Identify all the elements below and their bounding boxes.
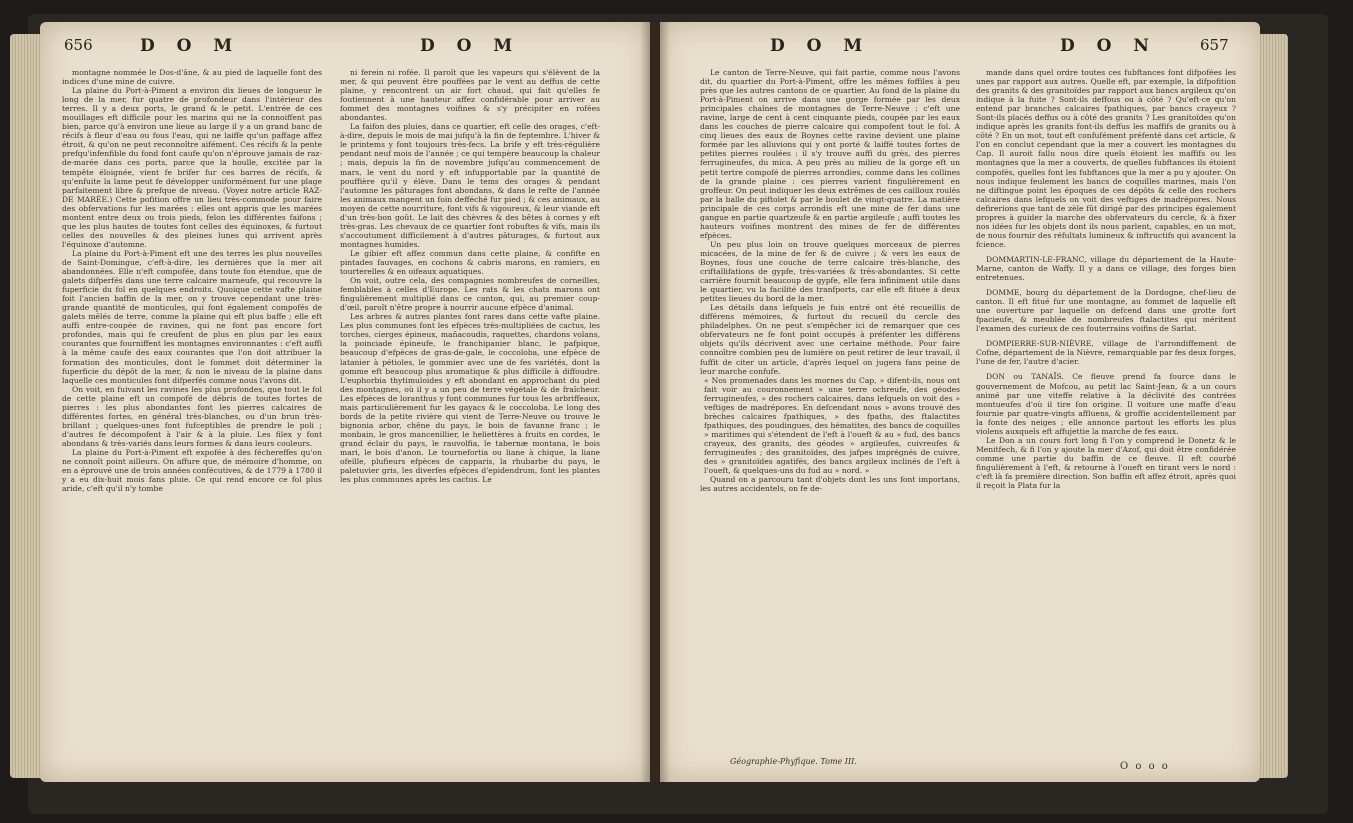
paragraph: La plaine du Port-à-Piment a environ dix lieues de longueur le long de la mer, fur quatre de profondeur dans l'intérieur des terres. Il y a deux ports, le grand & le petit. L'entrée de ces mouillages eft difficile pour les marins qui ne la connoiffent pas bien, parce qu'à environ une lieue au large il y a un grand banc de récifs à fleur d'eau ou fous l'eau, qui ne laiffe qu'un paffage affez étroit, & qu'on ne peut reconnoître aifément. Ces récifs & la pente prefqu'infenfible du fond font caufe qu'on n'éprouve jamais de raz-de-marée dans ces ports, parce que la houlle, excitée par la tempête éloignée, vient fe brifer fur ces barres de récifs, & qu'enfuite la lame peut fe développer uniformément fur une plage parfaitement libre & prefque de niveau. (Voyez notre article RAZ-DE MARÉE.) Cette pofition offre un lieu très-commode pour faire des obfervations fur les marées : elles ont appris que les marées montent entre deux ou trois pieds, felon les différentes faifons ; que les plus hautes de toutes font celles des équinoxes, & furtout celles des nouvelles & des pleines lunes qui arrivent après l'équinoxe d'automne. [62,86,322,249]
paragraph: On voit, en fuivant les ravines les plus profondes, que tout le fol de cette plaine eft un compofé de débris de toutes fortes de pierres : les plus abondantes font les pierres calcaires de différentes fortes, en général très-blanches, ou d'un brun très-brillant ; quelques-unes font fufceptibles de prendre le poli ; d'autres fe décompofent à l'air & à la pluie. Les filex y font abondans & très-variés dans leurs formes & dans leurs couleurs. [62,384,322,448]
page-number: 657 [1200,36,1229,54]
dictionary-entry: DON ou TANAÏS. Ce fleuve prend fa fource dans le gouvernement de Mofcou, au petit lac Saint-Jean, & a un cours animé par une viteffe relative à la déclivité des contrées montueufes d'où il tire fon origine. Il voiture une maffe d'eau fournie par quatre-vingts affluens, & groffie accidentellement par la fonte des neiges ; elle annonce partout les efforts les plus violens auxquels eft affujettie la marche de fes eaux. [976,372,1236,436]
right-page [660,22,1260,782]
paragraph: Le Don a un cours fort long fi l'on y comprend le Donetz & le Menitfech, & fi l'on y ajoute la mer d'Azof, qui doit être confidérée comme une partie du baffin de ce fleuve. Il eft courbé fingulièrement à l'eft, & retourne à l'oueft en tirant vers le nord : c'eft là fa première direction. Son baffin eft affez étroit, après quoi il reçoit la Plata fur la [976,435,1236,491]
paragraph: Un peu plus loin on trouve quelques morceaux de pierres micacées, de la mine de fer & de cuivre ; & vers les eaux de Boynes, fous une couche de terre calcaire très-blanche, des criftallifations de gypfe, très-variées & très-abondantes. Si cette carrière fournit beaucoup de gypfe, elle fera infiniment utile dans le quartier, vu la facilité des tranfports, car elle eft fituée à deux petites lieues du bord de la mer. [700,239,960,304]
signature-mark: O o o o [1120,761,1170,772]
paragraph: La plaine du Port-à-Piment eft expofée à des féchereffes qu'on ne connoît point ailleurs. On affure que, de mémoire d'homme, on en a éprouvé une de trois années confécutives, & de 1779 à 1780 il y a eu dix-huit mois fans pluie. Ce qui rend encore ce fol plus aride, c'eft qu'il n'y tombe [62,447,322,494]
paragraph: ni ferein ni rofée. Il paroît que les vapeurs qui s'élèvent de la mer, & qui peuvent être pouffées par le vent au deffus de cette plaine, y rencontrent un air fort chaud, qui fait qu'elles fe foutiennent à une hauteur affez confidérable pour arriver au fommet des montagnes voifines & s'y précipiter en rofées abondantes. [340,68,600,123]
dictionary-entry: DOMPIERRE-SUR-NIÈVRE, village de l'arrondiffement de Cofne, département de la Nièvre, remarquable par fes deux forges, l'une de fer, l'autre d'acier. [976,339,1236,367]
paragraph: Les détails dans lefquels je fuis entré ont été recueillis de différens mémoires, & furtout du recueil du cercle des philadelphes. On ne peut s'empêcher ici de remarquer que ces obfervateurs ne fe font point occupés à préfenter les différens objets qu'ils décrivent avec une certaine méthode. Pour faire connoître combien peu de lumière on peut retirer de leur travail, il fuffit de citer un article, d'après lequel on jugera fans peine de leur marche confufe. [700,303,960,376]
text-column-2 [340,68,600,758]
page-edges-left [10,34,42,778]
paragraph: Les arbres & autres plantes font rares dans cette vafte plaine. Les plus communes font les efpèces très-multipliées de cactus, les torches, cierges épineux, mañacoudis, raquettes, chardons volans, la poinciade épineufe, le franchipanier blanc, le pafpique, beaucoup d'efpèces de gras-de-gale, le coccoloba, une efpèce de latanier à pétioles, le gommier avec une de fes variétés, dont la gomme eft beaucoup plus aromatique & plus difficile à diffoudre. L'euphorbia thytimuloides y eft abondant en approchant du pied des montagnes, où il y a un peu de terre végétale & de fraîcheur. Les efpèces de loranthus y font communes fur tous les arbriffeaux, mais particulièrement fur les gayacs & le coccoloba. Le long des bords de la petite rivière qui vient de Terre-Neuve ou trouve le bignonia arbor, chêne du pays, le bois de favanne franc ; le monbain, le gros mancenillier, le heliettères à fruits en cordes, le grand éclair du pays, le rauvolfia, le tabernæ montana, le bois mari, le bois d'anon. Le tournefortia ou liane à chique, la liane ofeille, plufieurs efpèces de capparis, la rhubarbe du pays, le paletuvier gris, les diverfes efpèces d'epidendrum, font les plantes les plus communes après les cactus. Le [340,312,600,485]
paragraph: On voit, outre cela, des compagnies nombreufes de corneilles, femblables à celles d'Europe. Les rats & les chats marons ont fingulièrement multiplié dans ce canton, qui, au premier coup-d'œil, paroît n'être propre à nourrir aucune efpèce d'animal. [340,276,600,313]
footer-title: Géographie-Phyfique. Tome III. [730,757,857,766]
running-head-left: D O M [770,36,871,56]
book-gutter [640,22,670,782]
paragraph: Le gibier eft affez commun dans cette plaine, & confifte en pintades fauvages, en cochons & cabris marons, en ramiers, en tourterelles & en oifeaux aquatiques. [340,248,600,277]
page-number: 656 [64,36,93,54]
paragraph: La faifon des pluies, dans ce quartier, eft celle des orages, c'eft-à-dire, depuis le mois de mai jufqu'à la fin de feptembre. L'hiver & le printems y font toujours très-fecs. La brife y eft très-régulière pendant neuf mois de l'année ; ce qui tempère beaucoup la chaleur ; mais, depuis la fin de novembre jufqu'au commencement de mars, le vent du nord y eft infupportable par la quantité de pouffière qu'il y élève. Dans le tems des orages & pendant l'automne les pâturages font abondans, & dans le refte de l'année les animaux mangent un foin defféché fur pied ; & ces animaux, au moyen de cette nourriture, font vifs & vigoureux, & leur viande eft d'un très-bon goût. Le lait des chèvres & des bêtes à cornes y eft très-gras. Les chevaux de ce quartier font robuftes & vifs, mais ils s'accoutument difficilement à d'autres pâturages, & furtout aux montagnes humides. [340,122,600,249]
quotation: « Nos promenades dans les mornes du Cap, » difent-ils, nous ont fait voir au couronnement » une terre ochreufe, des géodes ferrugineufes, » des rochers calcaires, dans lefquels on voit des » veftiges de madrépores. En defcendant nous » avons trouvé des brèches calcaires fpathiques, » des fpaths, des ftalactites fpathiques, des poudingues, des hématites, des bancs de coquilles » maritimes qui s'étendent de l'eft à l'oueft & au » fud, des bancs crayeux, des granits, des géodes » argileufes, cuivreufes & ferrugineufes ; des granitoïdes, des jafpes imprégnés de cuivre, des » granitoïdes agatifés, des bancs argileux inclinés de l'eft à l'oueft, & quelques-uns du fud au » nord. » [704,375,960,476]
running-head-right: D O N [1060,36,1157,56]
running-head-right: D O M [420,36,521,56]
paragraph: La plaine du Port-à-Piment eft une des terres les plus nouvelles de Saint-Domingue, c'eft-à-dire, les dernières que la mer ait abandonnées. Elle n'eft compofée, dans toute fon étendue, que de galets difperfés dans une terre calcaire marneufe, qui recouvre la fuperficie du fol en quelques endroits. Quoique cette vafte plaine foit l'ancien baffin de la mer, on y trouve cependant une très-grande quantité de monticules, qui font également compofés de galets mêlés de terre, comme la plaine qui eft plus baffe ; elle eft auffi entre-coupée de ravines, qui ne font pas encore fort profondes, mais qui fe creufent de plus en plus par les eaux courantes que fourniffent les montagnes environnantes : c'eft auffi à la même caufe des eaux courantes que l'on doit attribuer la formation des monticules, dont le fommet doit déterminer la fuperficie du dépôt de la mer, & non le niveau de la plaine dans laquelle ces monticules font difperfés comme nous l'avons dit. [62,248,322,385]
left-page [40,22,650,782]
paragraph: montagne nommée le Dos-d'âne, & au pied de laquelle font des indices d'une mine de cuivre. [62,68,322,87]
text-column-1 [700,68,960,758]
text-column-1 [62,68,322,758]
dictionary-entry: DOMME, bourg du département de la Dordogne, chef-lieu de canton. Il eft fitué fur une montagne, au fommet de laquelle eft une ouverture par laquelle on defcend dans une grotte fort fpacieufe, & meublée de nombreufes ftalactites qui méritent l'examen des curieux de ces fouterrains voifins de Sarlat. [976,288,1236,334]
paragraph: Quand on a parcouru tant d'objets dont les uns font importans, les autres accidentels, on fe de- [700,475,960,494]
paragraph: mande dans quel ordre toutes ces fubftances font difpofées les unes par rapport aux autres. Quelle eft, par exemple, la difpofition des granits & des granitoïdes par rapport aux bancs argileux qu'on indique à la fuite ? Sont-ils deffous ou à côté ? Qu'eft-ce qu'on entend par branches calcaires fpathiques, par bancs crayeux ? Sont-ils placés deffus ou à côté des granits ? Les granitoïdes qu'on indique après les granits font-ils deffus les maffifs de granits ou à côté ? En un mot, tout eft confufément préfenté dans cet article, & l'on en conclut cependant que la mer a couvert les montagnes du Cap. Il auroit fallu nous dire quels étoient les maffifs ou les montagnes que la mer a couverts, de quelles fubftances ils étoient compofés, quelles font les fubftances que la mer a pu y ajouter. On nous indique feulement les bancs de coquilles marines, mais l'on ne diftingue point les époques de ces dépôts & celle des rochers calcaires dans lefquels on voit des veftiges de madrépores. Nous defirerions que tant de zèle fût dirigé par des principes également propres à guider la marche des obfervateurs du cercle, & à fixer nos idées fur les objets dont ils nous parlent, capables, en un mot, de nous fournir des réfultats lumineux & inftructifs qui avancent la fcience. [976,68,1236,249]
text-column-2 [976,68,1236,758]
dictionary-entry: DOMMARTIN-LE-FRANC, village du département de la Haute-Marne, canton de Waffy. Il y a dans ce village, des forges bien entretenues. [976,254,1236,283]
paragraph: Le canton de Terre-Neuve, qui fait partie, comme nous l'avons dit, du quartier du Port-à-Piment, offre les mêmes foffiles à peu près que les autres cantons de ce quartier. Au fond de la plaine du Port-à-Piment on arrive dans une gorge formée par les deux principales chaînes de montagnes de Terre-Neuve : c'eft une ravine, large de cent à cent cinquante pieds, coupée par les eaux dans les couches de pierre calcaire qui compofent tout le fol. A cinq lieues des eaux de Boynes cette ravine devient une plaine formée par les alluvions qui y ont porté & laiffé toutes fortes de petites pierres roulées : il s'y trouve auffi du grès, des pierres ferrugineufes, du mica. A peu près au milieu de la gorge eft un petit tertre compofé de pierres arrondies, comme dans les collines de la grande plaine : ces pierres varient fingulièrement en groffeur. On peut indiquer les deux extrêmes de ces cailloux roulés par la balle du piftolet & par le boulet de vingt-quatre. La matière principale de ces corps arrondis eft une mine de fer dans une gangue en partie quartzeufe & en partie argileufe ; auffi toutes les hauteurs voifines montrent des mines de fer de différentes efpèces. [700,68,960,240]
running-head-left: D O M [140,36,241,56]
page-edges-right [1258,34,1288,778]
